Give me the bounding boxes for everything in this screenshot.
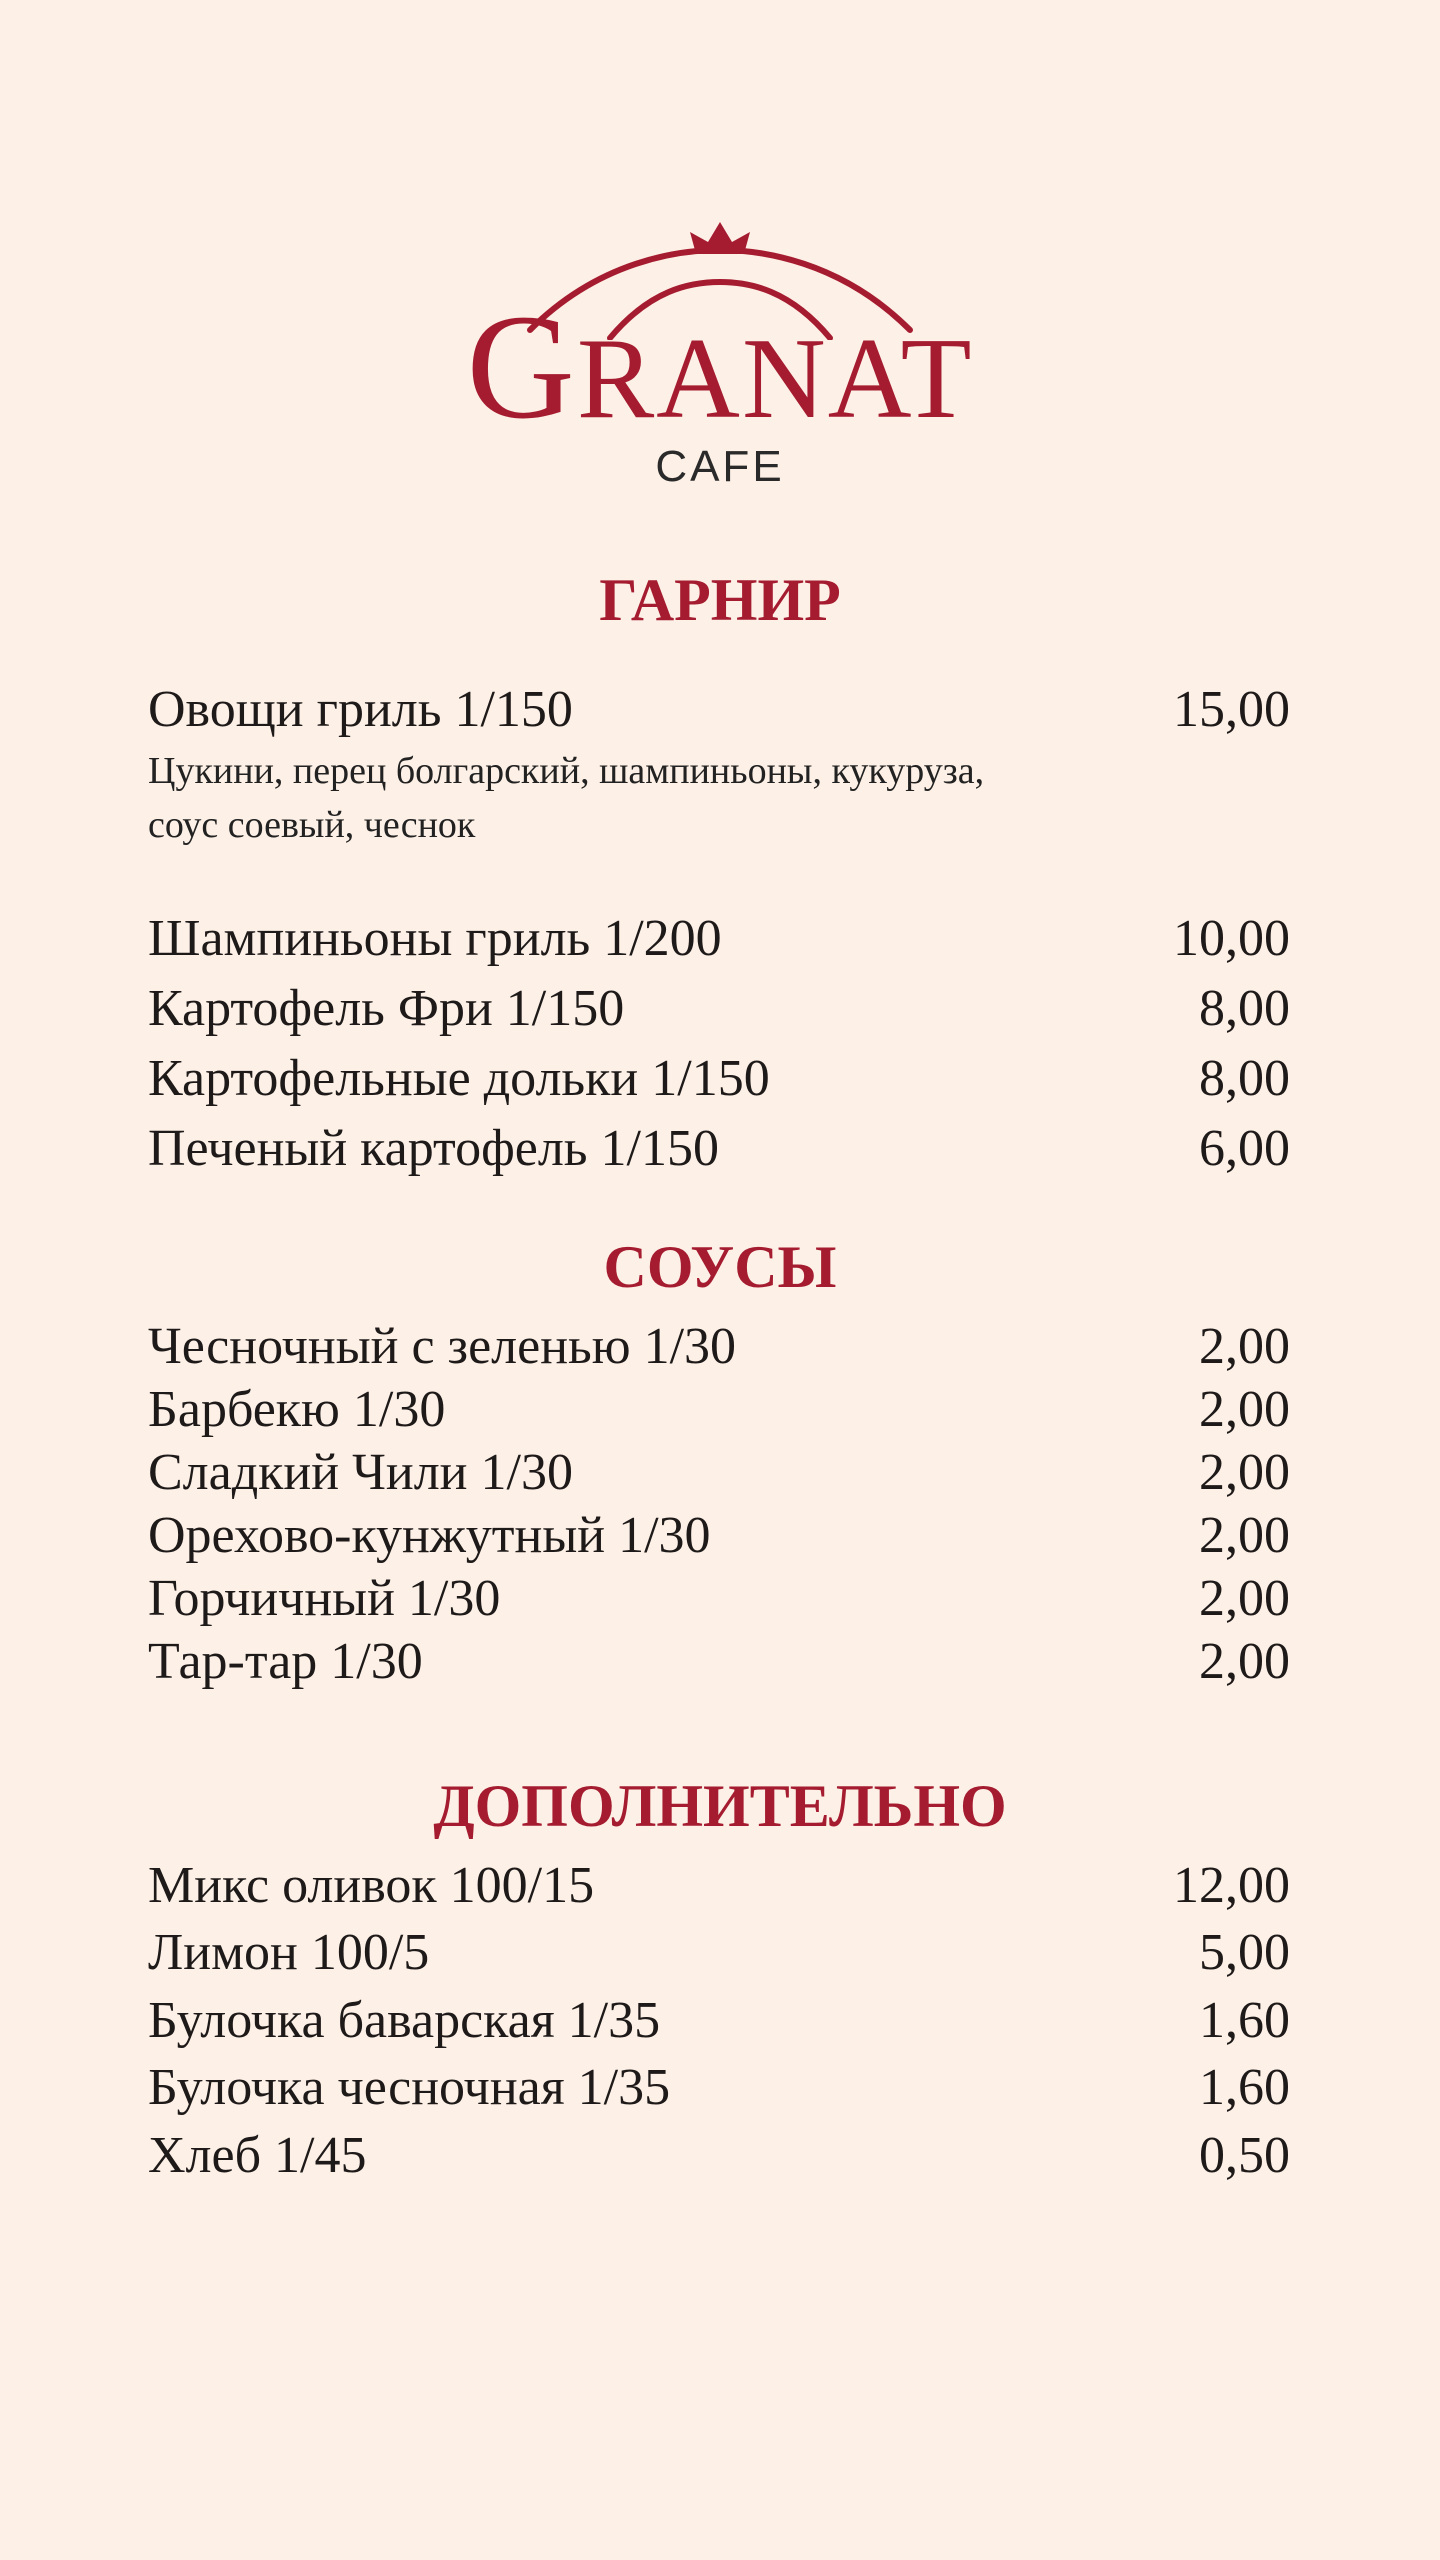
menu-item <box>148 1379 1290 1441</box>
menu-item <box>148 1442 1290 1504</box>
item-name: Тар-тар 1/30 <box>148 1633 423 1690</box>
item-name: Шампиньоны гриль 1/200 <box>148 910 722 967</box>
item-price: 2,00 <box>1199 1507 1290 1564</box>
menu-item <box>148 1048 1290 1110</box>
menu-item <box>148 908 1290 970</box>
item-name: Хлеб 1/45 <box>148 2127 367 2184</box>
item-name: Булочка баварская 1/35 <box>148 1992 661 2049</box>
item-price: 1,60 <box>1199 2059 1290 2116</box>
menu-item <box>148 1316 1290 1378</box>
brand-name: GRANAT <box>466 284 974 450</box>
menu-item <box>148 1118 1290 1180</box>
logo <box>0 0 1440 520</box>
item-name: Лимон 100/5 <box>148 1924 430 1981</box>
item-name: Орехово-кунжутный 1/30 <box>148 1507 711 1564</box>
item-name: Печеный картофель 1/150 <box>148 1120 719 1177</box>
menu-item <box>148 978 1290 1040</box>
item-name: Овощи гриль 1/150 <box>148 681 573 738</box>
section-title-garnish: ГАРНИР <box>599 567 841 633</box>
item-description-line: Цукини, перец болгарский, шампиньоны, кукуруза, <box>148 750 985 792</box>
item-price: 6,00 <box>1199 1120 1290 1177</box>
item-name: Картофель Фри 1/150 <box>148 980 625 1037</box>
item-name: Горчичный 1/30 <box>148 1570 501 1627</box>
menu-item <box>148 1990 1290 2052</box>
item-name: Барбекю 1/30 <box>148 1381 446 1438</box>
item-name: Булочка чесночная 1/35 <box>148 2059 671 2116</box>
brand-subtitle: CAFE <box>655 442 785 491</box>
item-price: 0,50 <box>1199 2127 1290 2184</box>
item-price: 2,00 <box>1199 1444 1290 1501</box>
item-price: 2,00 <box>1199 1633 1290 1690</box>
menu-item <box>148 1505 1290 1567</box>
section-title-sauces: СОУСЫ <box>603 1234 837 1300</box>
item-price: 15,00 <box>1173 681 1290 738</box>
menu-item <box>148 2125 1290 2187</box>
menu-item <box>148 1855 1290 1917</box>
item-price: 8,00 <box>1199 1050 1290 1107</box>
menu-item <box>148 679 1290 741</box>
item-description-line: соус соевый, чеснок <box>148 804 476 846</box>
item-description <box>148 744 1248 852</box>
item-name: Картофельные дольки 1/150 <box>148 1050 770 1107</box>
menu-item <box>148 1631 1290 1693</box>
item-price: 8,00 <box>1199 980 1290 1037</box>
item-price: 2,00 <box>1199 1570 1290 1627</box>
menu-item <box>148 2057 1290 2119</box>
item-price: 1,60 <box>1199 1992 1290 2049</box>
section-title-extras: ДОПОЛНИТЕЛЬНО <box>433 1773 1007 1839</box>
item-price: 5,00 <box>1199 1924 1290 1981</box>
menu-item <box>148 1922 1290 1984</box>
item-name: Микс оливок 100/15 <box>148 1857 595 1914</box>
item-name: Сладкий Чили 1/30 <box>148 1444 573 1501</box>
item-price: 12,00 <box>1173 1857 1290 1914</box>
item-name: Чесночный с зеленью 1/30 <box>148 1318 737 1375</box>
menu-item <box>148 1568 1290 1630</box>
item-price: 2,00 <box>1199 1381 1290 1438</box>
item-price: 2,00 <box>1199 1318 1290 1375</box>
item-price: 10,00 <box>1173 910 1290 967</box>
